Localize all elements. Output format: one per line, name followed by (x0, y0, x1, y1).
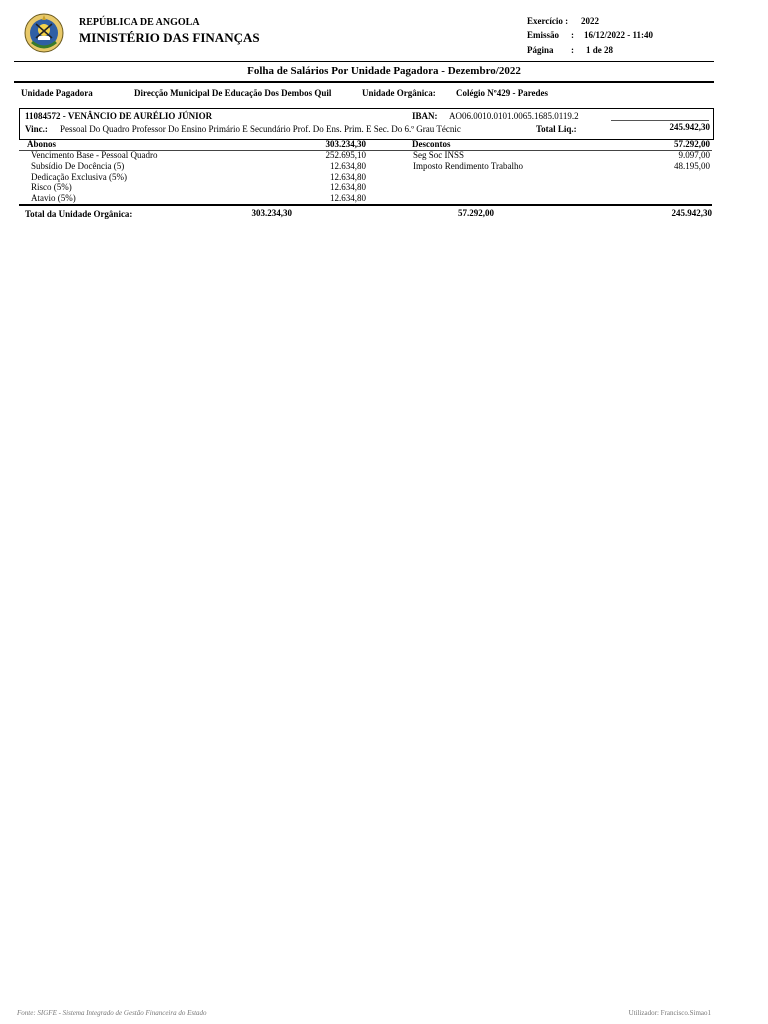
iban-value: AO06.0010.0101.0065.1685.0119.2 (449, 111, 579, 121)
desconto-label: Seg Soc INSS (413, 150, 465, 160)
abono-label: Risco (5%) (31, 182, 72, 192)
abono-value: 12.634,80 (330, 161, 366, 171)
descontos-total: 57.292,00 (674, 139, 710, 149)
emissao-label: Emissão (527, 30, 560, 40)
emissao-sep: : (571, 30, 574, 40)
unidade-pagadora-value: Direcção Municipal De Educação Dos Dembos Quil (134, 88, 332, 98)
abono-label: Subsídio De Docência (5) (31, 161, 125, 171)
footer-user: Utilizador: Francisco.Simao1 (628, 1009, 711, 1017)
republic-name: REPÚBLICA DE ANGOLA (79, 17, 200, 28)
vinc-value: Pessoal Do Quadro Professor Do Ensino Primário E Secundário Prof. Do Ens. Prim. E Sec. Do 6.º Grau Técnic (60, 124, 461, 134)
unidade-organica-label: Unidade Orgânica: (362, 88, 436, 98)
descontos-header: Descontos (412, 139, 451, 149)
desconto-value: 48.195,00 (674, 161, 710, 171)
total-liq-label: Total Liq.: (536, 124, 577, 134)
abono-label: Dedicação Exclusiva (5%) (31, 172, 127, 182)
abono-label: Atavio (5%) (31, 193, 76, 203)
abono-value: 12.634,80 (330, 172, 366, 182)
abono-value: 12.634,80 (330, 182, 366, 192)
pagina-value: 1 de 28 (586, 45, 613, 55)
total-liq-value: 245.942,30 (669, 122, 710, 132)
abono-value: 252.695,10 (325, 150, 366, 160)
exercicio-value: 2022 (581, 16, 599, 26)
unidade-pagadora-label: Unidade Pagadora (21, 88, 93, 98)
desconto-label: Imposto Rendimento Trabalho (413, 161, 523, 171)
totals-divider (19, 204, 712, 206)
pagina-sep: : (571, 45, 574, 55)
unidade-organica-value: Colégio Nº429 - Paredes (456, 88, 549, 98)
exercicio-label: Exercício : (527, 16, 569, 26)
coat-of-arms-icon (24, 12, 64, 54)
total-abonos: 303.234,30 (251, 208, 292, 218)
desconto-value: 9.097,00 (678, 150, 710, 160)
pagina-label: Página (527, 45, 554, 55)
total-descontos: 57.292,00 (458, 208, 494, 218)
emissao-value: 16/12/2022 - 11:40 (584, 30, 653, 40)
abonos-header: Abonos (27, 139, 57, 149)
iban-label: IBAN: (412, 111, 438, 121)
total-organica-label: Total da Unidade Orgânica: (25, 209, 133, 219)
employee-id-name: 11084572 - VENÂNCIO DE AURÉLIO JÚNIOR (25, 111, 213, 121)
total-liquido: 245.942,30 (671, 208, 712, 218)
ministry-name: MINISTÉRIO DAS FINANÇAS (79, 30, 260, 45)
vinc-label: Vinc.: (25, 124, 48, 134)
report-title: Folha de Salários Por Unidade Pagadora - Dezembro/2022 (247, 65, 521, 77)
abono-label: Vencimento Base - Pessoal Quadro (31, 150, 158, 160)
abonos-total: 303.234,30 (325, 139, 366, 149)
title-divider (14, 81, 714, 83)
iban-underline (611, 120, 709, 121)
footer-source: Fonte: SIGFE - Sistema Integrado de Gestão Financeira do Estado (17, 1009, 207, 1017)
header-divider (14, 61, 714, 62)
abono-value: 12.634,80 (330, 193, 366, 203)
